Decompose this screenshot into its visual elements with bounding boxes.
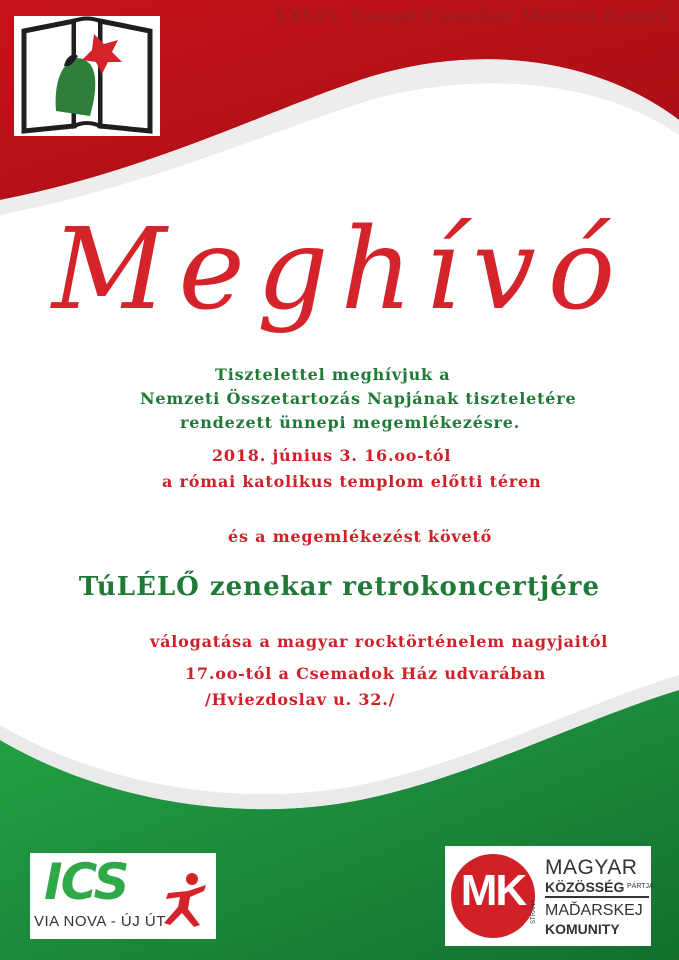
mk-line-komunity: KOMUNITY xyxy=(545,921,620,937)
concert-line-2: 17.oo-tól a Csemadok Ház udvarában xyxy=(185,664,547,683)
date-line: 2018. június 3. 16.oo-tól xyxy=(212,446,452,465)
invitation-line-3: rendezett ünnepi megemlékezésre. xyxy=(180,413,521,432)
ics-logo xyxy=(30,853,216,939)
mk-line-kozosseg: KÖZÖSSÉG xyxy=(545,879,625,895)
concert-line-3: /Hviezdoslav u. 32./ xyxy=(205,690,396,709)
event-logo xyxy=(14,16,160,136)
ics-logo-text: ICS xyxy=(44,853,128,911)
mk-line-madarskej: MAĎARSKEJ xyxy=(545,902,643,919)
mk-line-magyar: MAGYAR xyxy=(545,856,638,879)
mk-line-strana: STRANA xyxy=(531,899,537,924)
invitation-line-1: Tisztelettel meghívjuk a xyxy=(215,365,451,384)
invitation-line-2: Nemzeti Összetartozás Napjának tiszteletére xyxy=(140,389,577,408)
headline: Meghívó xyxy=(51,205,628,335)
concert-line-1: válogatása a magyar rocktörténelem nagyjaitól xyxy=(150,632,609,651)
mk-badge-text: MK xyxy=(460,866,526,915)
mk-line-partja: PÁRTJA xyxy=(627,883,654,890)
band-line: TúLÉLŐ zenekar retrokoncertjére xyxy=(78,572,601,602)
followup-line: és a megemlékezést követő xyxy=(228,527,493,546)
mk-logo xyxy=(445,846,654,946)
mk-divider xyxy=(545,896,649,898)
ics-subtitle: VIA NOVA - ÚJ ÚT xyxy=(34,913,166,930)
place-line: a római katolikus templom előtti téren xyxy=(162,472,542,491)
event-title: XXXIX. Szepsi Csombor Márton Napok xyxy=(273,6,669,27)
